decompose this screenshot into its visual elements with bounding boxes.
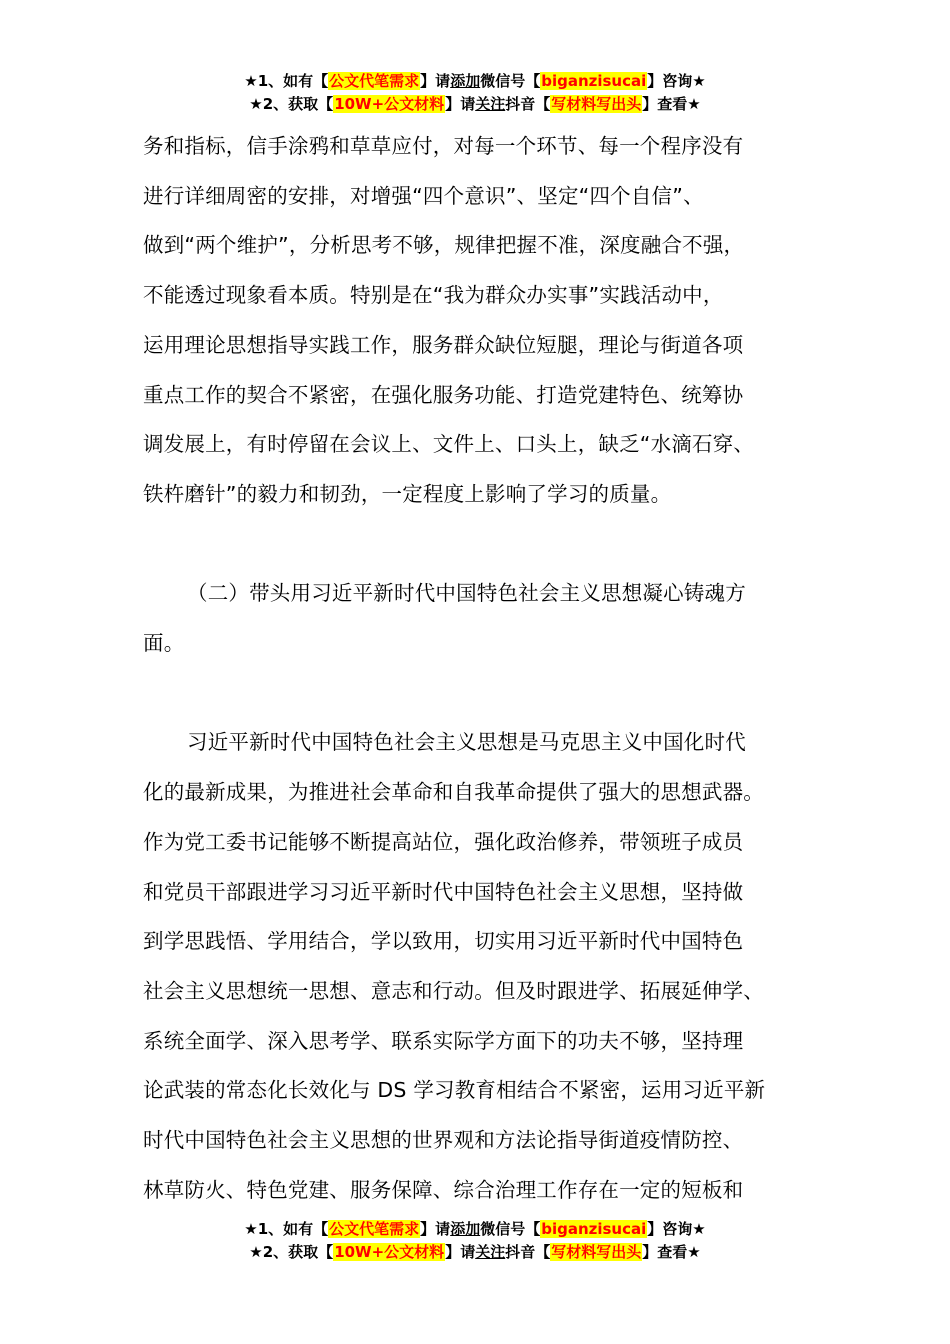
header-underline-follow: 关注 [475, 95, 506, 113]
header-line-2-suffix: 】查看★ [642, 95, 701, 113]
header-line-1 [0, 70, 950, 93]
para1-line: 运用理论思想指导实践工作，服务群众缺位短腿，理论与街道各项 [143, 332, 744, 357]
header-highlight-materials: 10W+公文材料 [334, 95, 445, 113]
para2-line: 习近平新时代中国特色社会主义思想是马克思主义中国化时代 [187, 730, 746, 755]
footer-highlight-materials: 10W+公文材料 [334, 1243, 445, 1261]
footer-highlight-service: 公文代笔需求 [329, 1220, 420, 1238]
para2-line: 林草防火、特色党建、服务保障、综合治理工作存在一定的短板和 [143, 1177, 744, 1202]
footer-line-1-suffix: 】咨询★ [647, 1220, 706, 1238]
para2-line: 和党员干部跟进学习习近平新时代中国特色社会主义思想，坚持做 [143, 879, 744, 904]
para1-line: 务和指标，信手涂鸦和草草应付，对每一个环节、每一个程序没有 [143, 134, 744, 158]
para1-line: 铁杵磨针”的毅力和韧劲，一定程度上影响了学习的质量。 [143, 481, 672, 506]
para1-line: 不能透过现象看本质。特别是在“我为群众办实事”实践活动中， [143, 283, 724, 308]
footer-line-2-suffix: 】查看★ [642, 1243, 701, 1261]
footer-highlight-douyin-account: 写材料写出头 [551, 1243, 642, 1261]
header-highlight-douyin-account: 写材料写出头 [551, 95, 642, 113]
header-line-1-text-a: 】请 [420, 72, 451, 90]
para1-line: 重点工作的契合不紧密，在强化服务功能、打造党建特色、统筹协 [143, 382, 744, 407]
footer-line-1-text-a: 】请 [420, 1220, 451, 1238]
header-line-2-text-a: 】请 [445, 95, 476, 113]
paragraph-gap [143, 669, 833, 719]
para2-line: 作为党工委书记能够不断提高站位，强化政治修养，带领班子成员 [143, 829, 744, 854]
footer-line-2 [0, 1241, 950, 1264]
para1-line: 做到“两个维护”，分析思考不够，规律把握不准，深度融合不强， [143, 233, 745, 258]
footer-underline-follow: 关注 [475, 1243, 506, 1261]
footer-line-1 [0, 1218, 950, 1241]
header-underline-add: 添加 [450, 72, 481, 90]
document-body [143, 122, 833, 1215]
para2-line: 时代中国特色社会主义思想的世界观和方法论指导街道疫情防控、 [143, 1128, 744, 1153]
para2-line: 系统全面学、深入思考学、联系实际学方面下的功夫不够，坚持理 [143, 1028, 744, 1053]
para2-line: 到学思践悟、学用结合，学以致用，切实用习近平新时代中国特色 [143, 929, 744, 954]
para2-line: 社会主义思想统一思想、意志和行动。但及时跟进学、拓展延伸学、 [143, 978, 764, 1003]
footer-line-2-text-a: 】请 [445, 1243, 476, 1261]
footer-line-1-prefix: ★1、如有【 [244, 1220, 329, 1238]
para2-line: 化的最新成果，为推进社会革命和自我革命提供了强大的思想武器。 [143, 780, 764, 805]
footer-banner [0, 1218, 950, 1264]
footer-line-2-text-b: 抖音【 [505, 1243, 551, 1261]
header-banner [0, 70, 950, 116]
header-line-2 [0, 93, 950, 116]
header-line-2-text-b: 抖音【 [505, 95, 551, 113]
paragraph-gap [143, 520, 833, 570]
section-heading-line: 面。 [143, 631, 185, 656]
section-heading-line: （二）带头用习近平新时代中国特色社会主义思想凝心铸魂方 [187, 581, 746, 606]
para1-line: 进行详细周密的安排，对增强“四个意识”、坚定“四个自信”、 [143, 183, 704, 208]
header-line-1-text-b: 微信号【 [480, 72, 541, 90]
footer-line-2-prefix: ★2、获取【 [249, 1243, 334, 1261]
header-line-2-prefix: ★2、获取【 [249, 95, 334, 113]
header-line-1-prefix: ★1、如有【 [244, 72, 329, 90]
footer-line-1-text-b: 微信号【 [480, 1220, 541, 1238]
footer-highlight-wechat-id: biganzisucai [541, 1220, 647, 1238]
para1-line: 调发展上，有时停留在会议上、文件上、口头上，缺乏“水滴石穿、 [143, 432, 755, 457]
header-highlight-wechat-id: biganzisucai [541, 72, 647, 90]
para2-line: 论武装的常态化长效化与 DS 学习教育相结合不紧密，运用习近平新 [143, 1078, 766, 1103]
header-highlight-service: 公文代笔需求 [329, 72, 420, 90]
header-line-1-suffix: 】咨询★ [647, 72, 706, 90]
footer-underline-add: 添加 [450, 1220, 481, 1238]
